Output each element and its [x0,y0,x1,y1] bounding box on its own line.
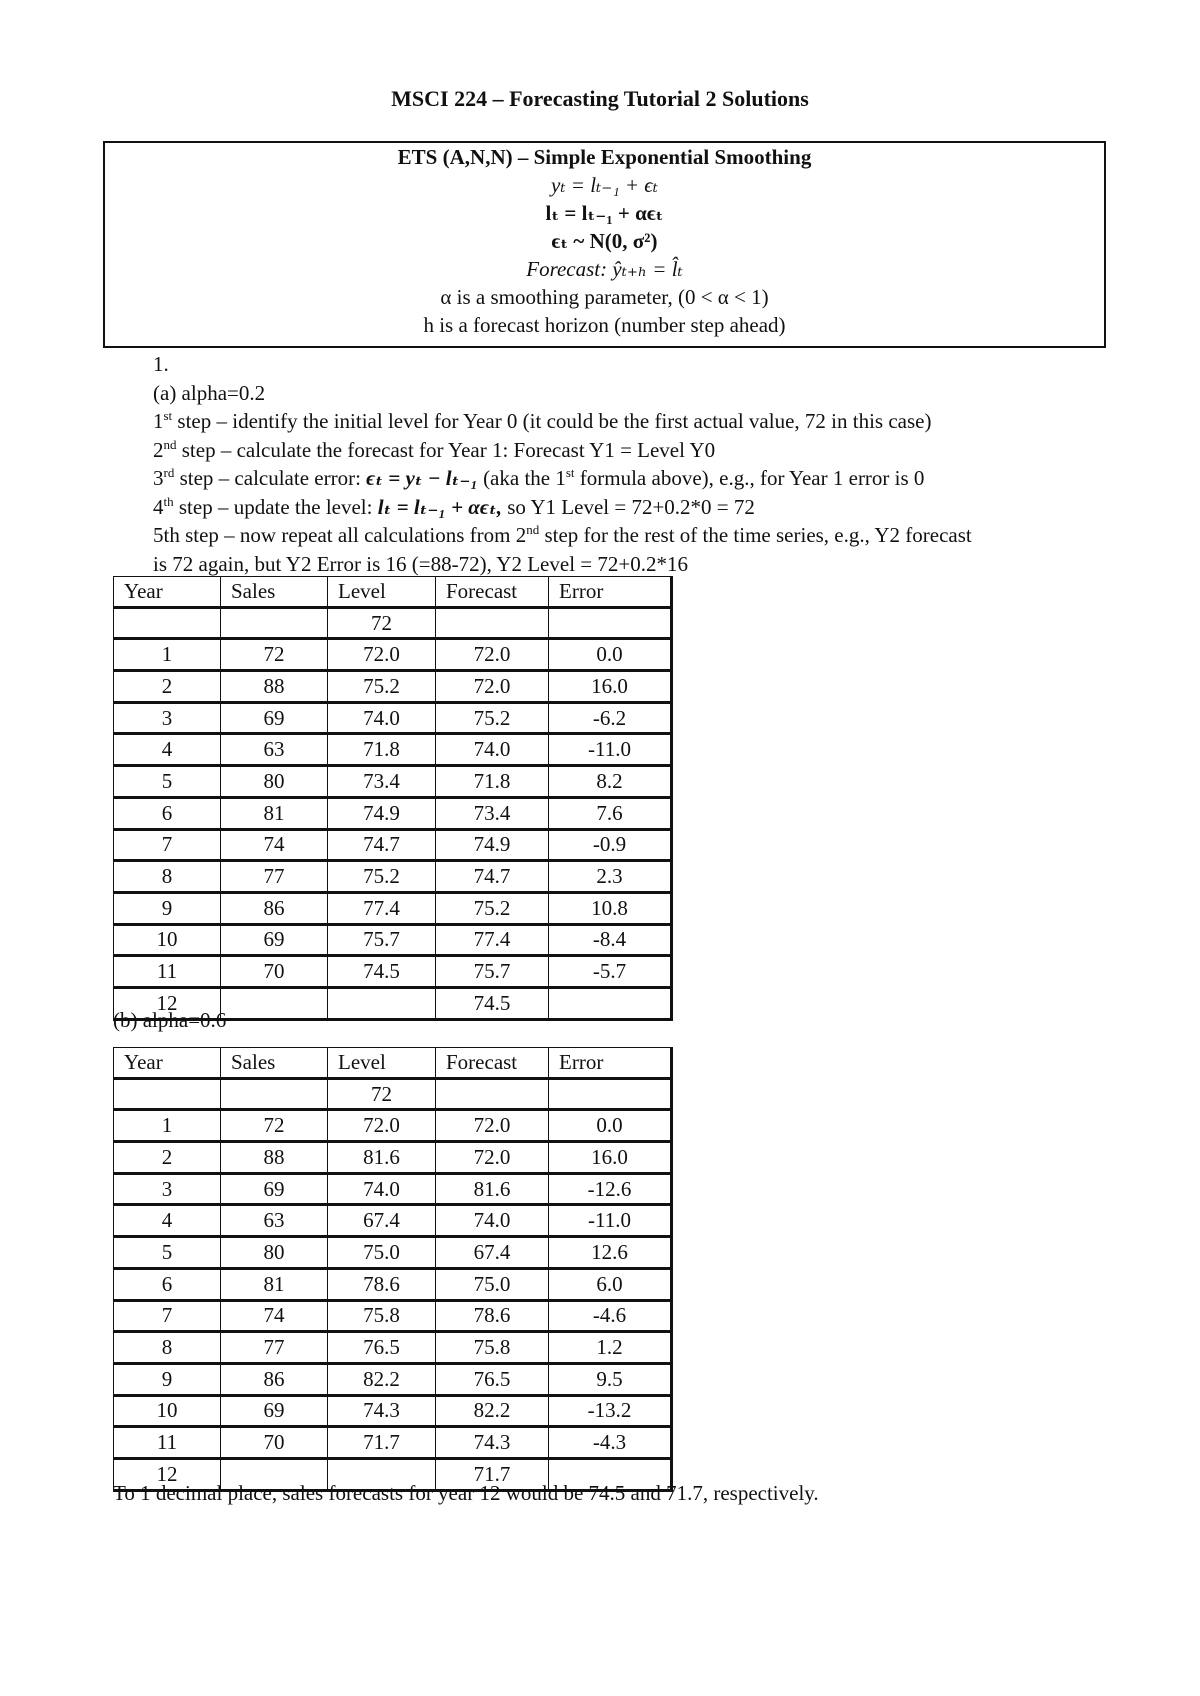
cell-error: -0.9 [549,829,672,861]
cell-forecast: 67.4 [436,1237,549,1269]
cell-error: 0.0 [549,639,672,671]
cell-sales [221,987,328,1019]
cell-forecast: 75.8 [436,1332,549,1364]
table-row [114,734,672,766]
table-row [114,1142,672,1174]
cell-year: 9 [114,1363,221,1395]
cell-level [328,987,436,1019]
table-header-row [114,577,672,608]
table-row [114,1205,672,1237]
table-row [114,956,672,988]
table-alpha-0-6 [113,1047,673,1492]
step-3-text-b: (aka the 1 [477,466,566,490]
table-row [114,1300,672,1332]
cell-sales: 80 [221,766,328,798]
cell-sales: 72 [221,1110,328,1142]
table-row [114,1395,672,1427]
step-3-sup2: st [565,465,575,480]
cell-error: 9.5 [549,1363,672,1395]
alpha-note: α is a smoothing parameter, (0 < α < 1) [440,285,769,309]
cell-sales: 86 [221,1363,328,1395]
cell-error: -4.3 [549,1427,672,1459]
cell-level: 74.9 [328,797,436,829]
cell-level: 75.7 [328,924,436,956]
cell-sales [221,1078,328,1110]
step-3-text-c: formula above), e.g., for Year 1 error is 0 [574,466,925,490]
step-3 [153,464,1113,493]
table-row [114,892,672,924]
cell-sales: 81 [221,1268,328,1300]
cell-error: -5.7 [549,956,672,988]
cell-forecast: 75.2 [436,702,549,734]
table-row [114,1173,672,1205]
cell-forecast: 75.2 [436,892,549,924]
cell-sales: 63 [221,1205,328,1237]
cell-sales: 69 [221,924,328,956]
cell-forecast: 74.7 [436,861,549,893]
equation-observation: yₜ = lₜ₋₁ + ϵₜ [551,173,658,197]
cell-forecast [436,607,549,639]
cell-error: -11.0 [549,1205,672,1237]
step-2-text: step – calculate the forecast for Year 1: Forecast Y1 = Level Y0 [176,437,716,462]
cell-forecast: 81.6 [436,1173,549,1205]
cell-year: 8 [114,861,221,893]
header-sales: Sales [221,1048,328,1079]
cell-level: 75.2 [328,671,436,703]
step-4 [153,493,1113,522]
cell-forecast: 74.3 [436,1427,549,1459]
cell-year: 12 [114,987,221,1019]
cell-sales: 69 [221,1395,328,1427]
cell-year: 7 [114,829,221,861]
table-row [114,1237,672,1269]
cell-error [549,607,672,639]
cell-forecast: 78.6 [436,1300,549,1332]
cell-level: 72 [328,1078,436,1110]
header-error: Error [549,1048,672,1079]
step-4-text-a: step – update the level: [173,494,378,519]
level-formula: lₜ = lₜ₋₁ + αϵₜ, [377,494,502,519]
table-row [114,1427,672,1459]
part-b-label: (b) alpha=0.6 [113,1008,227,1032]
cell-level: 77.4 [328,892,436,924]
cell-level: 75.8 [328,1300,436,1332]
step-1-text: step – identify the initial level for Year 0 (it could be the first actual value, 72 in this case) [172,409,932,433]
cell-forecast: 72.0 [436,1110,549,1142]
step-5-sup: nd [526,522,540,537]
table-row [114,829,672,861]
cell-year: 1 [114,639,221,671]
cell-year: 1 [114,1110,221,1142]
step-3-num: 3 [153,466,164,490]
part-a-label: (a) alpha=0.2 [153,380,266,405]
header-year: Year [114,577,221,608]
cell-sales: 77 [221,861,328,893]
cell-year: 3 [114,1173,221,1205]
cell-year: 5 [114,1237,221,1269]
cell-forecast: 74.5 [436,987,549,1019]
cell-year: 2 [114,1142,221,1174]
error-formula: ϵₜ = yₜ − lₜ₋₁ [366,466,478,490]
step-4-num: 4 [153,494,164,519]
header-forecast: Forecast [436,1048,549,1079]
cell-error: -13.2 [549,1395,672,1427]
cell-year: 7 [114,1300,221,1332]
cell-sales: 74 [221,1300,328,1332]
step-3-sup: rd [163,465,175,480]
cell-forecast: 71.7 [436,1458,549,1490]
cell-sales: 72 [221,639,328,671]
table-row [114,639,672,671]
cell-sales [221,607,328,639]
cell-forecast: 71.8 [436,766,549,798]
cell-level: 71.8 [328,734,436,766]
step-1-num: 1 [153,409,164,433]
header-level: Level [328,1048,436,1079]
box-heading: ETS (A,N,N) – Simple Exponential Smoothing [397,145,812,169]
cell-year [114,607,221,639]
step-5 [153,521,1113,550]
header-sales: Sales [221,577,328,608]
cell-error: 0.0 [549,1110,672,1142]
table-row [114,1332,672,1364]
cell-level: 72 [328,607,436,639]
cell-sales: 81 [221,797,328,829]
cell-sales: 77 [221,1332,328,1364]
cell-year: 4 [114,1205,221,1237]
step-5-continued: is 72 again, but Y2 Error is 16 (=88-72), Y2 Level = 72+0.2*16 [153,551,688,576]
step-2-num: 2 [153,437,164,462]
cell-error [549,1078,672,1110]
step-1-sup: st [163,408,173,423]
cell-level: 76.5 [328,1332,436,1364]
page-title: MSCI 224 – Forecasting Tutorial 2 Solutions [391,86,809,111]
cell-level: 74.0 [328,702,436,734]
cell-sales: 74 [221,829,328,861]
table-row [114,861,672,893]
table-row [114,671,672,703]
equation-forecast: Forecast: ŷₜ₊ₕ = l̂ₜ [526,257,683,281]
cell-forecast: 72.0 [436,639,549,671]
cell-year: 10 [114,924,221,956]
table-body [114,607,672,1019]
cell-year: 4 [114,734,221,766]
cell-level: 74.3 [328,1395,436,1427]
cell-error: -6.2 [549,702,672,734]
cell-error: -8.4 [549,924,672,956]
cell-level: 75.2 [328,861,436,893]
cell-year: 11 [114,956,221,988]
cell-year: 11 [114,1427,221,1459]
cell-error: 8.2 [549,766,672,798]
table-row [114,1268,672,1300]
cell-sales: 80 [221,1237,328,1269]
step-2 [153,436,1113,465]
cell-error [549,987,672,1019]
step-1 [153,407,1113,436]
cell-level: 72.0 [328,639,436,671]
cell-forecast: 77.4 [436,924,549,956]
cell-error: 12.6 [549,1237,672,1269]
cell-sales: 86 [221,892,328,924]
cell-level: 73.4 [328,766,436,798]
cell-error: 16.0 [549,671,672,703]
horizon-note: h is a forecast horizon (number step ahead) [423,313,786,337]
equation-error: ϵₜ ~ N(0, σ²) [551,229,658,253]
step-5-text-b: step for the rest of the time series, e.g., Y2 forecast [539,523,972,547]
step-4-text-b: so Y1 Level = 72+0.2*0 = 72 [502,494,755,519]
header-level: Level [328,577,436,608]
cell-sales: 88 [221,671,328,703]
cell-forecast [436,1078,549,1110]
cell-year: 5 [114,766,221,798]
cell-year: 12 [114,1458,221,1490]
table-row [114,924,672,956]
cell-level: 75.0 [328,1237,436,1269]
table-row [114,797,672,829]
cell-sales: 88 [221,1142,328,1174]
cell-forecast: 75.0 [436,1268,549,1300]
cell-level: 74.0 [328,1173,436,1205]
cell-sales: 70 [221,956,328,988]
conclusion-text: To 1 decimal place, sales forecasts for year 12 would be 74.5 and 71.7, respectively. [113,1481,819,1505]
cell-level: 67.4 [328,1205,436,1237]
cell-error: -12.6 [549,1173,672,1205]
table-row [114,1078,672,1110]
header-error: Error [549,577,672,608]
cell-error: 7.6 [549,797,672,829]
cell-level: 74.7 [328,829,436,861]
cell-forecast: 74.0 [436,734,549,766]
table-row [114,766,672,798]
cell-level: 72.0 [328,1110,436,1142]
cell-error: 6.0 [549,1268,672,1300]
table-row [114,607,672,639]
cell-year: 6 [114,1268,221,1300]
cell-error: -11.0 [549,734,672,766]
cell-forecast: 74.0 [436,1205,549,1237]
table-header-row [114,1048,672,1079]
cell-forecast: 74.9 [436,829,549,861]
model-definition-box [103,141,1106,348]
cell-level: 74.5 [328,956,436,988]
cell-forecast: 72.0 [436,1142,549,1174]
cell-error: 1.2 [549,1332,672,1364]
cell-sales: 63 [221,734,328,766]
cell-error: -4.6 [549,1300,672,1332]
cell-error: 2.3 [549,861,672,893]
solution-steps [153,350,1113,578]
cell-forecast: 82.2 [436,1395,549,1427]
table-row [114,1363,672,1395]
step-2-sup: nd [163,436,177,452]
step-4-sup: th [163,493,174,509]
cell-forecast: 76.5 [436,1363,549,1395]
cell-year: 3 [114,702,221,734]
table-body [114,1078,672,1490]
cell-sales: 70 [221,1427,328,1459]
cell-forecast: 73.4 [436,797,549,829]
cell-year: 2 [114,671,221,703]
cell-year [114,1078,221,1110]
cell-year: 10 [114,1395,221,1427]
cell-error: 16.0 [549,1142,672,1174]
equation-level: lₜ = lₜ₋₁ + αϵₜ [545,201,664,225]
step-3-text-a: step – calculate error: [174,466,367,490]
cell-year: 8 [114,1332,221,1364]
table-row [114,1110,672,1142]
cell-year: 6 [114,797,221,829]
cell-forecast: 72.0 [436,671,549,703]
cell-year: 9 [114,892,221,924]
header-year: Year [114,1048,221,1079]
cell-level: 81.6 [328,1142,436,1174]
cell-level: 78.6 [328,1268,436,1300]
cell-level: 71.7 [328,1427,436,1459]
step-5-text-a: 5th step – now repeat all calculations from 2 [153,523,527,547]
header-forecast: Forecast [436,577,549,608]
table-alpha-0-2 [113,576,673,1021]
cell-sales: 69 [221,1173,328,1205]
cell-error: 10.8 [549,892,672,924]
cell-sales: 69 [221,702,328,734]
table-row [114,702,672,734]
question-number: 1. [153,352,169,376]
cell-forecast: 75.7 [436,956,549,988]
cell-level: 82.2 [328,1363,436,1395]
